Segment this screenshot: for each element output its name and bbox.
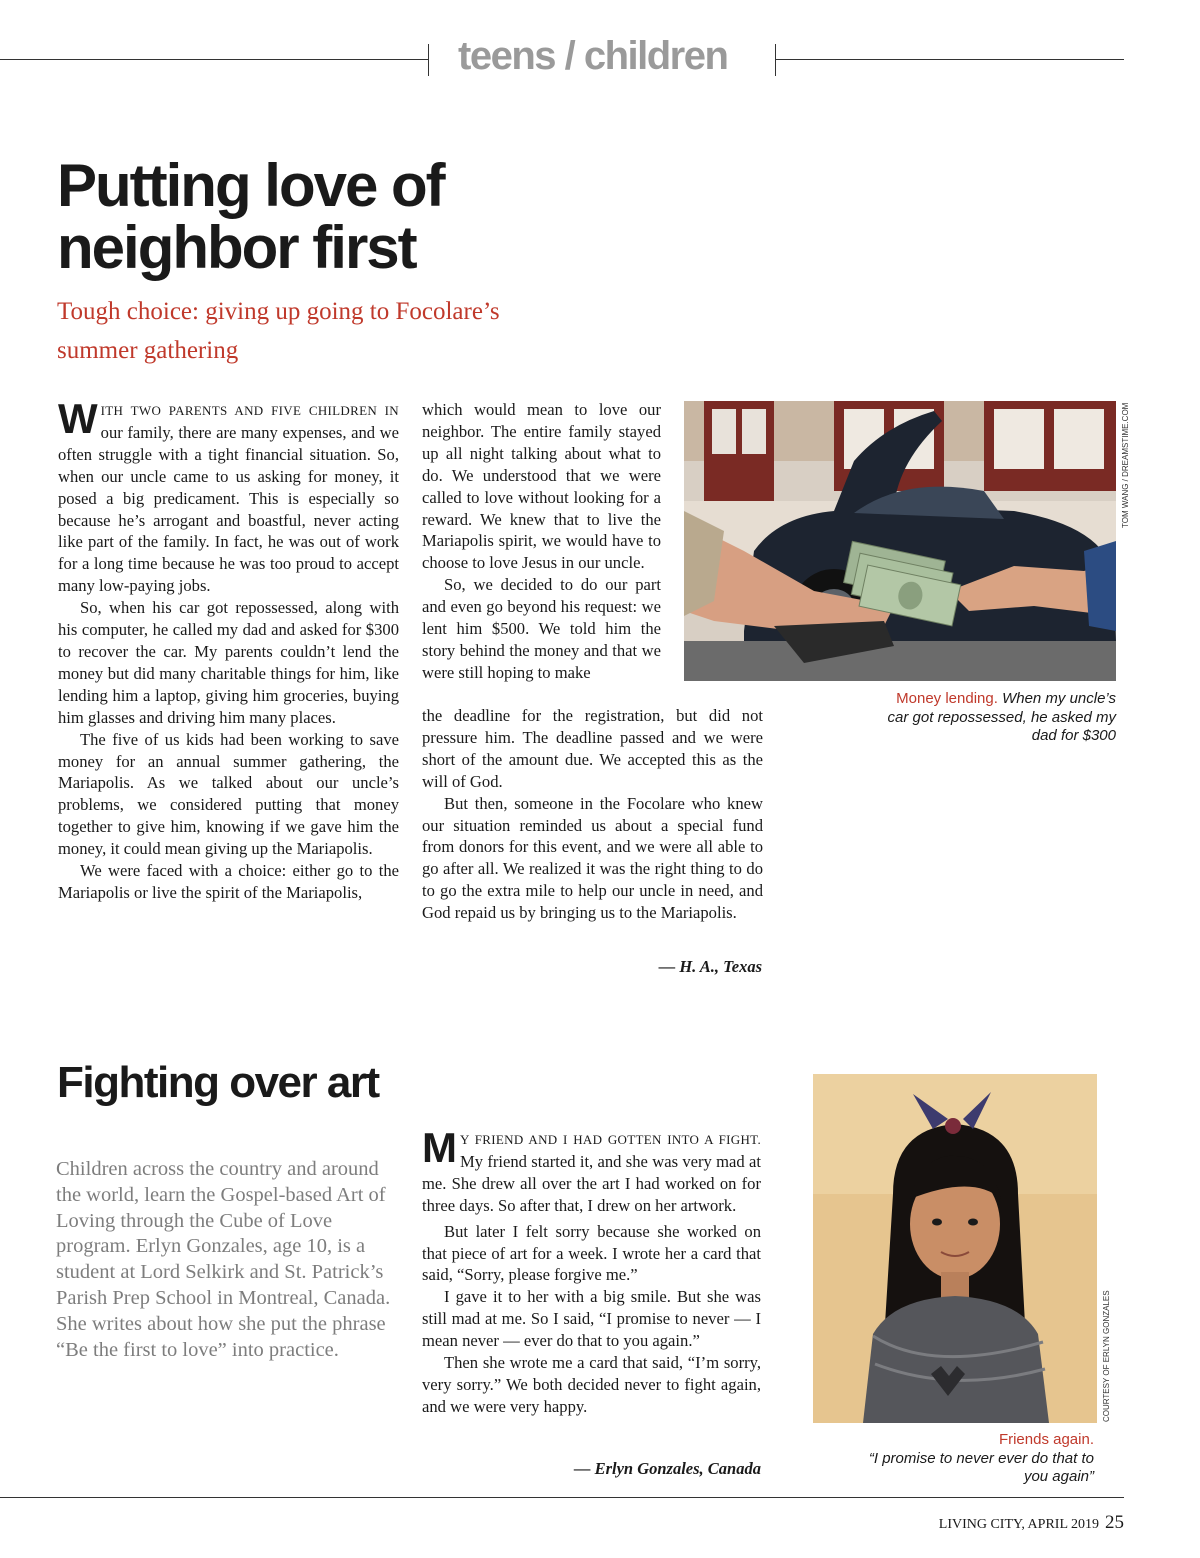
- article2-intro: Children across the country and around the world, learn the Gospel-based Art of Loving through the Cube of Love program. Erlyn Gonzales, age 10, is a student at Lord Selkirk and St. Patrick’s Parish Prep School in Montreal, Canada. She writes about how she put the phrase “Be the first to love” into practice.: [56, 1158, 391, 1361]
- article1-subtitle: Tough choice: giving up going to Focolare’s summer gathering: [57, 298, 500, 364]
- article1-paragraph: The five of us kids had been working to save money for an annual summer gathering, the Mariapolis. As we talked about our uncle’s problems, we considered putting that money together to give him, knowing if we gave him the money, it could mean giving up the Mariapolis.: [58, 729, 399, 859]
- header-rule-left: [0, 59, 428, 60]
- photo-credit: COURTESY OF ERLYN GONZALES: [1102, 1290, 1111, 1422]
- article2-paragraph: M Y FRIEND AND I HAD GOTTEN INTO A FIGHT. My friend started it, and she was very mad at me. She drew all over the art I had worked on for three days. So after that, I drew on her artwork.: [422, 1124, 761, 1215]
- lead-in-caps: ITH TWO PARENTS AND FIVE CHILDREN IN: [100, 403, 399, 418]
- header-rule-right: [775, 59, 1124, 60]
- footer-rule: [0, 1497, 1124, 1498]
- article1-paragraph: which would mean to love our neighbor. The entire family stayed up all night talking about what to do. We understood that we were called to love without looking for a reward. We knew that to live the Mariapolis spirit, we would have to choose to love Jesus in our uncle.: [422, 400, 661, 573]
- article2-signature: — Erlyn Gonzales, Canada: [573, 1459, 761, 1478]
- article2-paragraph: I gave it to her with a big smile. But she was still mad at me. So I said, “I promise to never — I mean never — ever do that to you again.”: [422, 1287, 761, 1351]
- money-lending-photo: [684, 401, 1116, 681]
- page-number: 25: [1105, 1512, 1124, 1533]
- article1-column-1: [58, 395, 399, 904]
- article1-title: Putting love of neighbor first: [57, 152, 444, 281]
- caption-lead: Friends again.: [998, 1431, 1094, 1448]
- article1-paragraph: We were faced with a choice: either go to the Mariapolis or live the spirit of the Mariapolis,: [58, 861, 399, 902]
- article2-paragraph: But later I felt sorry because she worked on that piece of art for a week. I wrote her a card that said, “Sorry, please forgive me.”: [422, 1221, 761, 1285]
- lead-in-caps: Y FRIEND AND I HAD GOTTEN INTO A FIGHT.: [460, 1132, 761, 1147]
- section-label: teens / children: [458, 34, 728, 78]
- article2-body: [422, 1124, 761, 1418]
- article1-paragraph: the deadline for the registration, but did not pressure him. The deadline passed and we were short of the amount due. We accepted this as the will of God.: [422, 706, 763, 791]
- caption-text: “I promise to never ever do that to you again”: [868, 1449, 1094, 1485]
- dropcap: M: [422, 1124, 457, 1171]
- publication-name: LIVING CITY, APRIL 2019: [938, 1517, 1099, 1532]
- article2-paragraph: Then she wrote me a card that said, “I’m sorry, very sorry.” We both decided never to fight again, and we were very happy.: [422, 1353, 761, 1416]
- money-lending-caption: [880, 690, 1116, 746]
- photo-credit: TOM WANG / DREAMSTIME.COM: [1121, 402, 1130, 528]
- caption-lead: Money lending.: [896, 690, 998, 707]
- article1-signature: — H. A., Texas: [658, 957, 762, 976]
- article1-paragraph: So, when his car got repossessed, along with his computer, he called my dad and asked for $300 to recover the car. My parents couldn’t lend the money but did many charitable things for him, like lending him a laptop, giving him groceries, buying him glasses and driving him many places.: [58, 598, 399, 727]
- dropcap: W: [58, 395, 98, 442]
- article2-title: Fighting over art: [57, 1058, 379, 1107]
- article1-paragraph: But then, someone in the Focolare who knew our situation reminded us about a special fund from donors for this event, and we were all able to go after all. We realized it was the right thing to do to go the extra mile to help our uncle in need, and God repaid us by bringing us to the Mariapolis.: [422, 793, 763, 923]
- page-footer: [939, 1512, 1124, 1534]
- header-tick-right: [775, 44, 776, 76]
- article1-paragraph: WITH TWO PARENTS AND FIVE CHILDREN IN our family, there are many expenses, and we often struggle with a tight financial situation. So, when our uncle came to us asking for money, it posed a big predicament. This is especially so because he’s arrogant and boastful, never acting like part of the family. In fact, he was out of work for a long time because he was too proud to accept many low-paying jobs.: [58, 395, 399, 596]
- caption-text: When my uncle’s car got repossessed, he asked my dad for $300: [887, 690, 1116, 744]
- girl-portrait-photo: [813, 1074, 1097, 1423]
- article1-column-2a: [422, 399, 661, 684]
- article1-column-2b: [422, 705, 763, 924]
- header-tick-left: [428, 44, 429, 76]
- friends-again-caption: [860, 1431, 1094, 1487]
- article1-paragraph: So, we decided to do our part and even go beyond his request: we lent him $500. We told him the story behind the money and that we were still hoping to make: [422, 575, 661, 682]
